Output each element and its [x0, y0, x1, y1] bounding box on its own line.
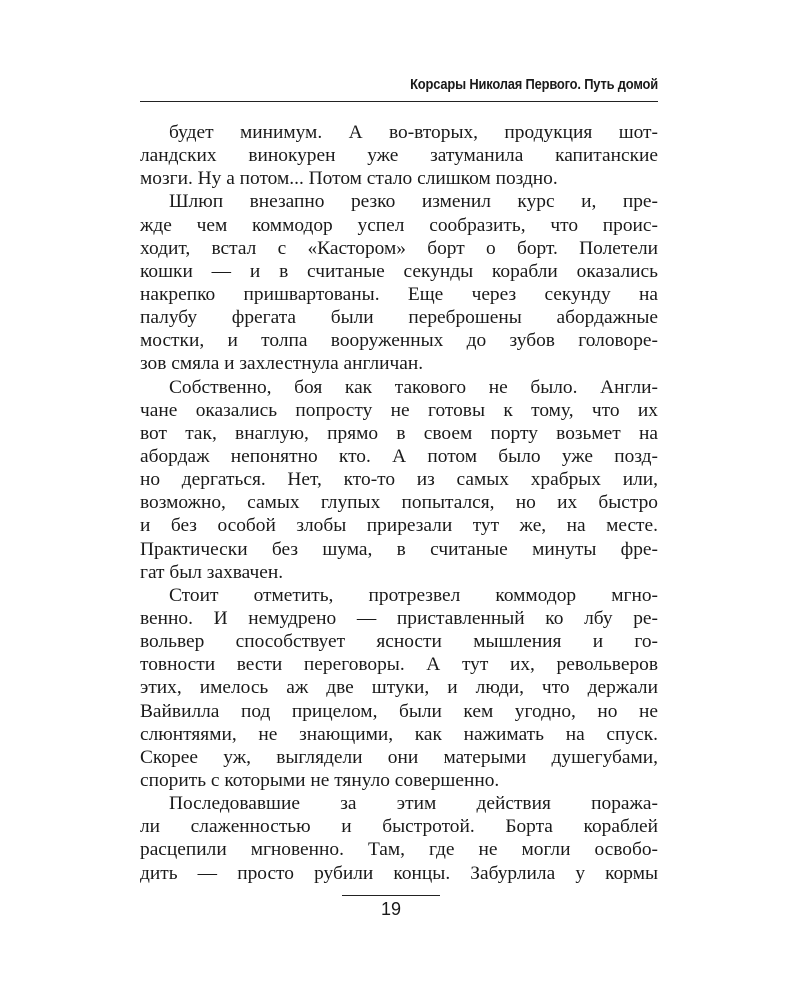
text-line: Вайвилла под прицелом, были кем угодно, но не	[140, 700, 658, 722]
text-line: этих, имелось аж две штуки, и люди, что держали	[140, 677, 658, 699]
text-line: накрепко пришвартованы. Еще через секунду на	[140, 283, 658, 305]
text-line: Стоит отметить, протрезвел коммодор мгно-	[169, 584, 658, 606]
text-line: ходит, встал с «Кастором» борт о борт. Полетели	[140, 237, 658, 259]
text-line: расцепили мгновенно. Там, где не могли освобо-	[140, 839, 658, 861]
text-line: гат был захвачен.	[140, 561, 284, 583]
running-header: Корсары Николая Первого. Путь домой	[410, 76, 658, 93]
text-line: чане оказались попросту не готовы к тому, что их	[140, 399, 658, 421]
text-line: спорить с которыми не тянуло совершенно.	[140, 769, 500, 791]
text-line: Собственно, боя как такового не было. Англи-	[169, 376, 658, 398]
footer-rule	[342, 895, 440, 896]
paragraph-5	[140, 792, 658, 885]
text-line: Последовавшие за этим действия поража-	[169, 793, 658, 815]
paragraph-2	[140, 190, 658, 375]
text-line: абордаж непонятно кто. А потом было уже позд-	[140, 445, 658, 467]
text-line: но дергаться. Нет, кто-то из самых храбрых или,	[140, 469, 658, 491]
text-line: и без особой злобы прирезали тут же, на месте.	[140, 515, 658, 537]
paragraph-3	[140, 376, 658, 584]
text-line: слюнтяями, не знающими, как нажимать на спуск.	[140, 723, 658, 745]
text-line: жде чем коммодор успел сообразить, что проис-	[140, 214, 658, 236]
text-body	[140, 121, 658, 885]
text-line: товности вести переговоры. А тут их, револьверов	[140, 654, 658, 676]
text-line: вот так, внаглую, прямо в своем порту возьмет на	[140, 422, 658, 444]
text-line: ли слаженностью и быстротой. Борта кораблей	[140, 816, 658, 838]
text-line: Практически без шума, в считаные минуты фре-	[140, 538, 658, 560]
text-line: венно. И немудрено — приставленный ко лбу ре-	[140, 607, 658, 629]
paragraph-1	[140, 121, 658, 190]
text-line: вольвер способствует ясности мышления и го-	[140, 631, 658, 653]
text-line: зов смяла и захлестнула англичан.	[140, 353, 424, 375]
text-line: палубу фрегата были переброшены абордажные	[140, 307, 658, 329]
text-line: кошки — и в считаные секунды корабли оказались	[140, 260, 658, 282]
text-line: будет минимум. А во-вторых, продукция шот-	[169, 122, 658, 143]
page-number: 19	[380, 899, 402, 919]
text-line: Шлюп внезапно резко изменил курс и, пре-	[169, 191, 658, 213]
paragraph-4	[140, 584, 658, 792]
text-line: мозги. Ну а потом... Потом стало слишком поздно.	[140, 168, 558, 190]
header-rule	[140, 101, 658, 102]
text-line: мостки, и толпа вооруженных до зубов головоре-	[140, 330, 658, 352]
text-line: Скорее уж, выглядели они матерыми душегубами,	[140, 746, 658, 768]
text-line: дить — просто рубили концы. Забурлила у кормы	[140, 862, 658, 884]
text-line: ландских винокурен уже затуманила капитанские	[140, 145, 658, 167]
text-line: возможно, самых глупых попытался, но их быстро	[140, 492, 658, 514]
